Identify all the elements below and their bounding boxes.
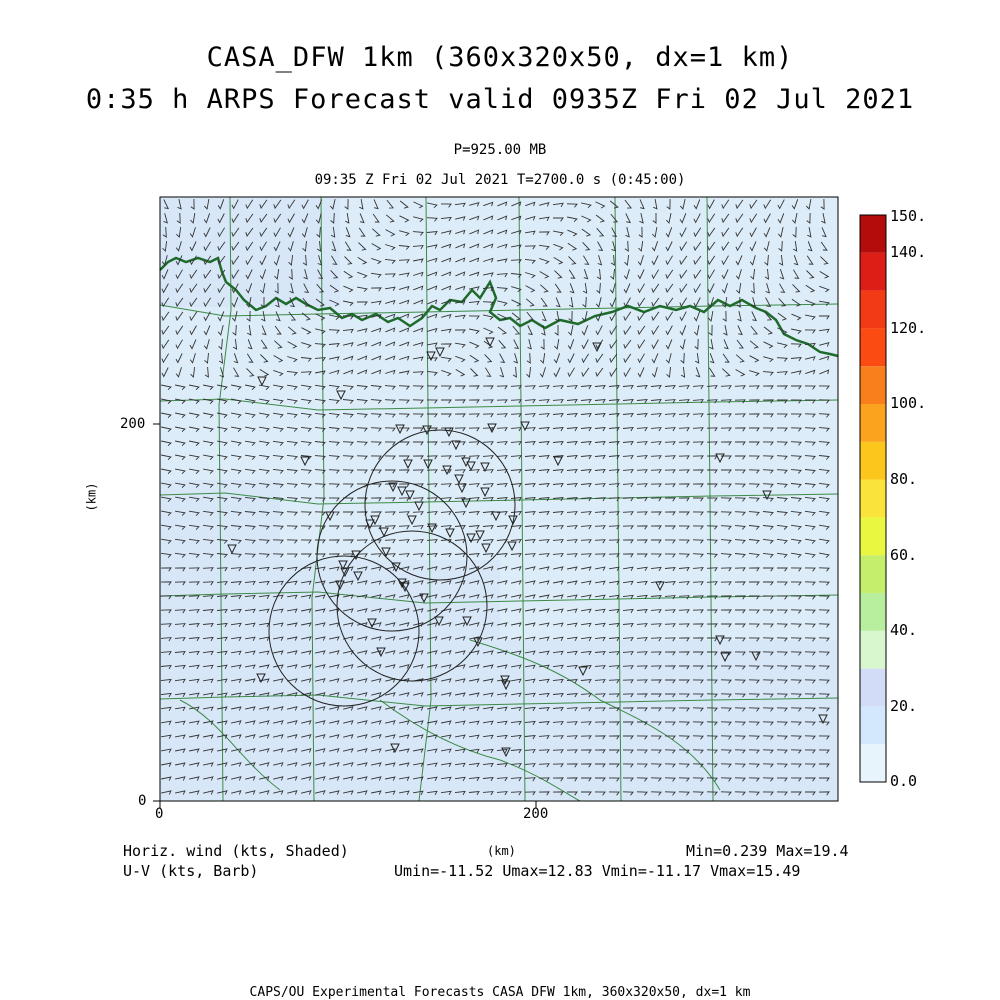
shading-patch <box>160 197 340 307</box>
colorbar-bin <box>860 631 886 669</box>
colorbar-label: 140. <box>890 243 927 261</box>
colorbar-label: 100. <box>890 394 927 412</box>
colorbar-label: 0.0 <box>890 772 918 790</box>
x-tick-label: 0 <box>155 806 164 822</box>
colorbar-bin <box>860 480 886 518</box>
colorbar-label: 20. <box>890 697 918 715</box>
colorbar <box>860 215 886 782</box>
colorbar-label: 150. <box>890 207 927 225</box>
y-tick-label: 200 <box>120 416 146 432</box>
plot-title: CASA_DFW 1km (360x320x50, dx=1 km) <box>206 42 794 73</box>
colorbar-bin <box>860 404 886 442</box>
shaded-field-label: Horiz. wind (kts, Shaded) <box>123 842 349 860</box>
colorbar-bin <box>860 328 886 366</box>
colorbar-bin <box>860 253 886 291</box>
colorbar-bin <box>860 215 886 253</box>
colorbar-bin <box>860 669 886 707</box>
shading-patch <box>500 640 838 800</box>
colorbar-label: 80. <box>890 470 918 488</box>
colorbar-label: 120. <box>890 319 927 337</box>
colorbar-bin <box>860 291 886 329</box>
pressure-level-label: P=925.00 MB <box>453 142 547 158</box>
colorbar-bin <box>860 517 886 555</box>
colorbar-bin <box>860 706 886 744</box>
barb-field-label: U-V (kts, Barb) <box>123 862 259 880</box>
colorbar-bin <box>860 593 886 631</box>
uv-stats: Umin=-11.52 Umax=12.83 Vmin=-11.17 Vmax=15.49 <box>394 862 801 880</box>
colorbar-bin <box>860 442 886 480</box>
x-tick-label: 200 <box>523 806 549 822</box>
colorbar-bin <box>860 744 886 782</box>
x-axis-label: (km) <box>487 844 516 858</box>
colorbar-bin <box>860 555 886 593</box>
y-tick-label: 0 <box>138 793 147 809</box>
time-subtitle: 09:35 Z Fri 02 Jul 2021 T=2700.0 s (0:45:00) <box>314 172 686 188</box>
colorbar-label: 60. <box>890 546 918 564</box>
footer-credit: CAPS/OU Experimental Forecasts CASA DFW 1km, 360x320x50, dx=1 km <box>249 985 751 1000</box>
forecast-valid-title: 0:35 h ARPS Forecast valid 0935Z Fri 02 Jul 2021 <box>85 84 915 115</box>
y-axis-label: (km) <box>84 482 99 512</box>
min-max-stats: Min=0.239 Max=19.4 <box>686 842 849 860</box>
colorbar-bin <box>860 366 886 404</box>
colorbar-label: 40. <box>890 621 918 639</box>
